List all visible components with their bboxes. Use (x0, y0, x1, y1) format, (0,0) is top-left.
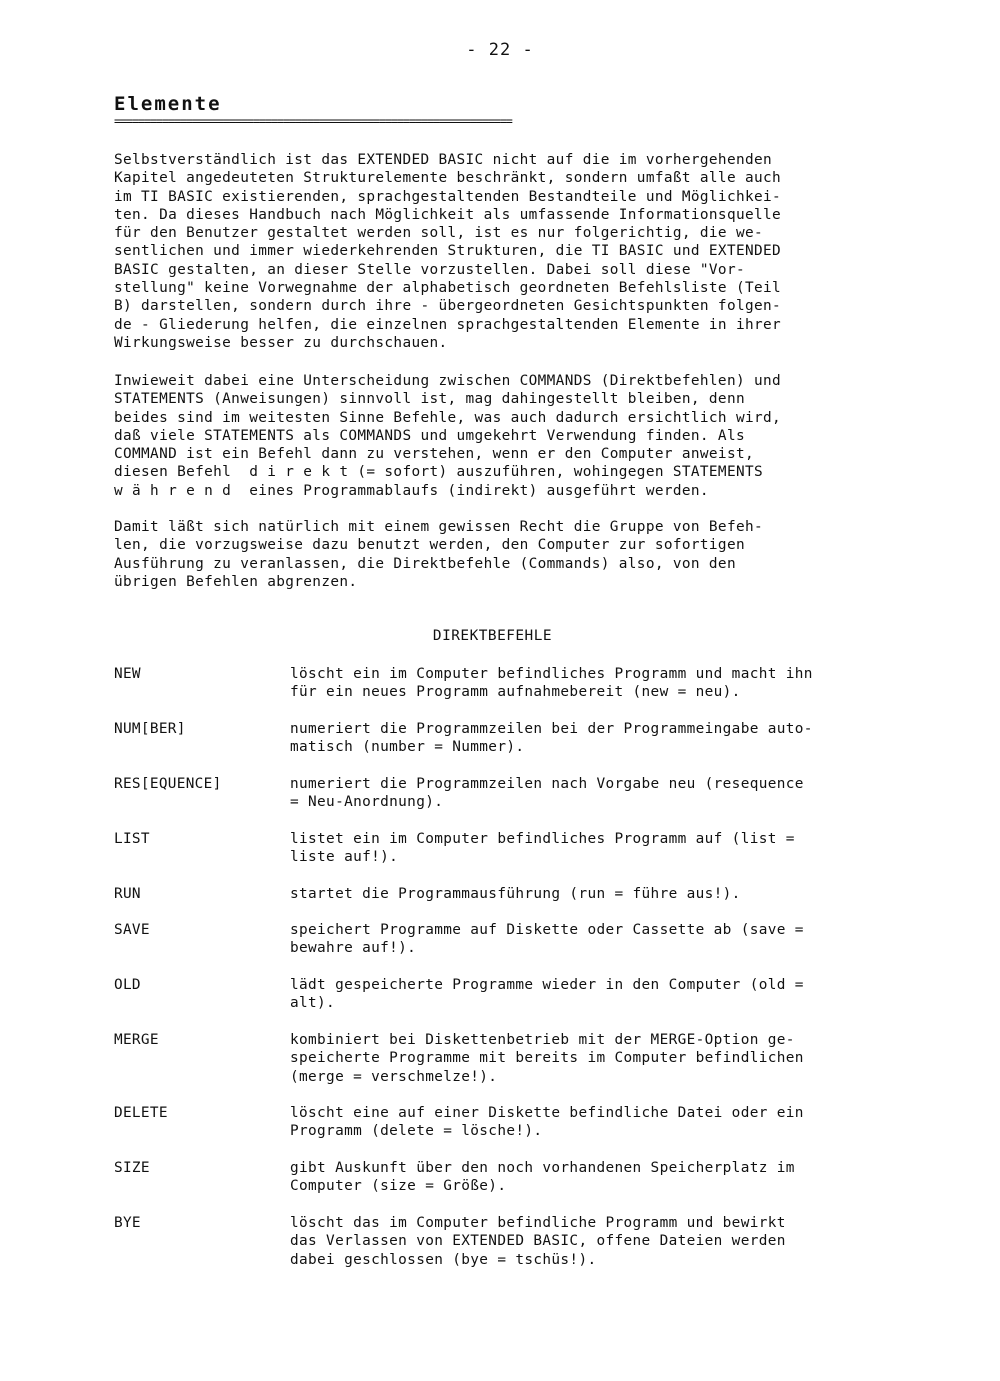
command-name: BYE (114, 1215, 141, 1231)
command-description: lädt gespeicherte Programme wieder in den Computer (old = alt). (290, 977, 804, 1012)
paragraph-commands-statements: Inwieweit dabei eine Unterscheidung zwischen COMMANDS (Direktbefehlen) und STATEMENTS (Anweisungen) sinnvoll ist, mag dahingestellt bleiben, denn beides sind im weitesten Sinne Befehle, was auch dadurch ersichtlich wird, daß viele STATEMENTS als COMMANDS und umgekehrt Verwendung finden. Als COMMAND ist ein Befehl dann zu verstehen, wenn er den Computer anweist, diesen Befehl d i r e k t (= sofort) auszuführen, wohingegen STATEMENTS w ä h r e n d eines Programmablaufs (indirekt) ausgeführt werden. (114, 373, 782, 499)
command-name: RUN (114, 886, 141, 902)
command-description: löscht das im Computer befindliche Programm und bewirkt das Verlassen von EXTENDED BASIC, offene Dateien werden dabei geschlossen (bye = tschüs!). (290, 1215, 786, 1268)
command-description: numeriert die Programmzeilen bei der Programmeingabe auto- matisch (number = Nummer). (290, 721, 813, 756)
command-description: numeriert die Programmzeilen nach Vorgabe neu (resequence = Neu-Anordnung). (290, 776, 804, 811)
command-name: DELETE (114, 1105, 168, 1121)
command-name: NUM[BER] (114, 721, 186, 737)
paragraph-direct-commands: Damit läßt sich natürlich mit einem gewissen Recht die Gruppe von Befeh- len, die vorzugsweise dazu benutzt werden, den Computer zur sofortigen Ausführung zu veranlassen, die Direktbefehle (Commands) also, von den übrigen Befehlen abgrenzen. (114, 519, 763, 590)
command-name: NEW (114, 666, 141, 682)
section-heading: Elemente (114, 93, 222, 115)
command-name: RES[EQUENCE] (114, 776, 222, 792)
page-number: - 22 - (466, 40, 534, 60)
command-description: listet ein im Computer befindliches Programm auf (list = liste auf!). (290, 831, 795, 866)
command-description: löscht eine auf einer Diskette befindliche Datei oder ein Programm (delete = lösche!). (290, 1105, 804, 1140)
command-name: MERGE (114, 1032, 159, 1048)
command-description: löscht ein im Computer befindliches Programm und macht ihn für ein neues Programm aufnahmebereit (new = neu). (290, 666, 813, 701)
command-description: startet die Programmausführung (run = führe aus!). (290, 886, 741, 902)
direct-commands-title: DIREKTBEFEHLE (432, 628, 553, 644)
command-name: OLD (114, 977, 141, 993)
command-description: speichert Programme auf Diskette oder Cassette ab (save = bewahre auf!). (290, 922, 804, 957)
command-description: gibt Auskunft über den noch vorhandenen Speicherplatz im Computer (size = Größe). (290, 1160, 795, 1195)
command-name: SAVE (114, 922, 150, 938)
command-description: kombiniert bei Diskettenbetrieb mit der MERGE-Option ge- speicherte Programme mit bereits im Computer befindlichen (merge = verschmelze!). (290, 1032, 804, 1085)
heading-underline: ================================================================== (114, 116, 512, 126)
paragraph-intro: Selbstverständlich ist das EXTENDED BASIC nicht auf die im vorhergehenden Kapitel angedeuteten Strukturelemente beschränkt, sondern umfaßt alle auch im TI BASIC existierenden, sprachgestaltenden Bestandteile und Möglichkei- ten. Da dieses Handbuch nach Möglichkeit als umfassende Informationsquelle für den Benutzer gestaltet werden soll, ist es nur folgerichtig, die we- sentlichen und immer wiederkehrenden Strukturen, die TI BASIC und EXTENDED BASIC gestalten, an dieser Stelle vorzustellen. Dabei soll diese "Vor- stellung" keine Vorwegnahme der alphabetisch geordneten Befehlsliste (Teil B) darstellen, sondern durch ihre - übergeordneten Gesichtspunkten folgen- de - Gliederung helfen, die einzelnen sprachgestaltenden Elemente in ihrer Wirkungsweise besser zu durchschauen. (114, 152, 782, 351)
command-name: LIST (114, 831, 150, 847)
command-name: SIZE (114, 1160, 150, 1176)
